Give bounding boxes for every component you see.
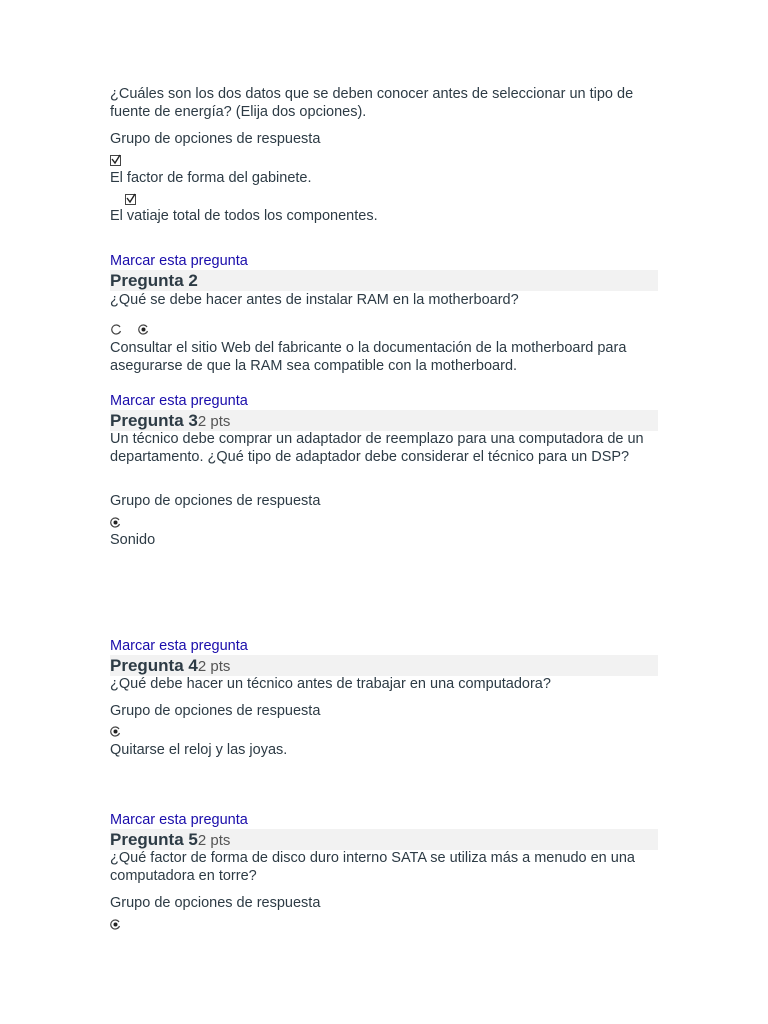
q4-title: Pregunta 4 xyxy=(110,656,198,675)
radio-selected-icon xyxy=(110,919,121,930)
q3-radio-selected[interactable] xyxy=(110,515,121,526)
q3-title: Pregunta 3 xyxy=(110,411,198,430)
q3-answer-text: Sonido xyxy=(110,532,156,548)
q5-flag-link[interactable]: Marcar esta pregunta xyxy=(110,812,248,828)
q5-group-label: Grupo de opciones de respuesta xyxy=(110,895,321,911)
q5-points: 2 pts xyxy=(197,832,231,849)
q2-header xyxy=(110,270,658,291)
q2-radio-selected[interactable] xyxy=(138,322,149,333)
q1-option-1-label: El factor de forma del gabinete. xyxy=(110,170,312,186)
radio-selected-icon xyxy=(110,726,121,737)
q1-option-2-label: El vatiaje total de todos los componentes. xyxy=(110,208,378,224)
q5-header xyxy=(110,829,658,850)
q5-question-text: ¿Qué factor de forma de disco duro interno SATA se utiliza más a menudo en una computadora en torre? xyxy=(110,850,635,884)
checkmark-icon xyxy=(111,154,121,165)
q1-group-label: Grupo de opciones de respuesta xyxy=(110,131,321,147)
q2-radio-unselected[interactable] xyxy=(111,322,122,333)
q3-group-label: Grupo de opciones de respuesta xyxy=(110,493,321,509)
q4-flag-link[interactable]: Marcar esta pregunta xyxy=(110,638,248,654)
q2-flag-link[interactable]: Marcar esta pregunta xyxy=(110,253,248,269)
q2-answer-text: Consultar el sitio Web del fabricante o la documentación de la motherboard para asegurarse de que la RAM sea compatible con la motherboard. xyxy=(110,340,627,374)
quiz-page xyxy=(110,0,658,911)
q4-header xyxy=(110,655,658,676)
radio-unselected-icon xyxy=(111,324,122,335)
q3-flag-link[interactable]: Marcar esta pregunta xyxy=(110,393,248,409)
q1-option-2-checkbox[interactable] xyxy=(125,194,136,205)
radio-selected-icon xyxy=(110,517,121,528)
q4-points: 2 pts xyxy=(197,658,231,675)
q1-question-text: ¿Cuáles son los dos datos que se deben conocer antes de seleccionar un tipo de fuente de energía? (Elija dos opciones). xyxy=(110,86,634,120)
q3-points: 2 pts xyxy=(197,413,231,430)
q4-group-label: Grupo de opciones de respuesta xyxy=(110,703,321,719)
q4-question-text: ¿Qué debe hacer un técnico antes de trabajar en una computadora? xyxy=(110,676,551,692)
q5-title: Pregunta 5 xyxy=(110,830,198,849)
q1-option-1-checkbox[interactable] xyxy=(110,155,121,166)
q2-question-text: ¿Qué se debe hacer antes de instalar RAM en la motherboard? xyxy=(110,292,519,308)
q4-radio-selected[interactable] xyxy=(110,724,121,735)
q3-question-text: Un técnico debe comprar un adaptador de reemplazo para una computadora de un departamento. ¿Qué tipo de adaptador debe considerar el técnico para un DSP? xyxy=(110,431,644,465)
q2-title: Pregunta 2 xyxy=(110,271,198,290)
q3-header xyxy=(110,410,658,431)
q5-radio-selected[interactable] xyxy=(110,917,121,928)
checkmark-icon xyxy=(126,193,136,204)
q4-answer-text: Quitarse el reloj y las joyas. xyxy=(110,742,288,758)
radio-selected-icon xyxy=(138,324,149,335)
